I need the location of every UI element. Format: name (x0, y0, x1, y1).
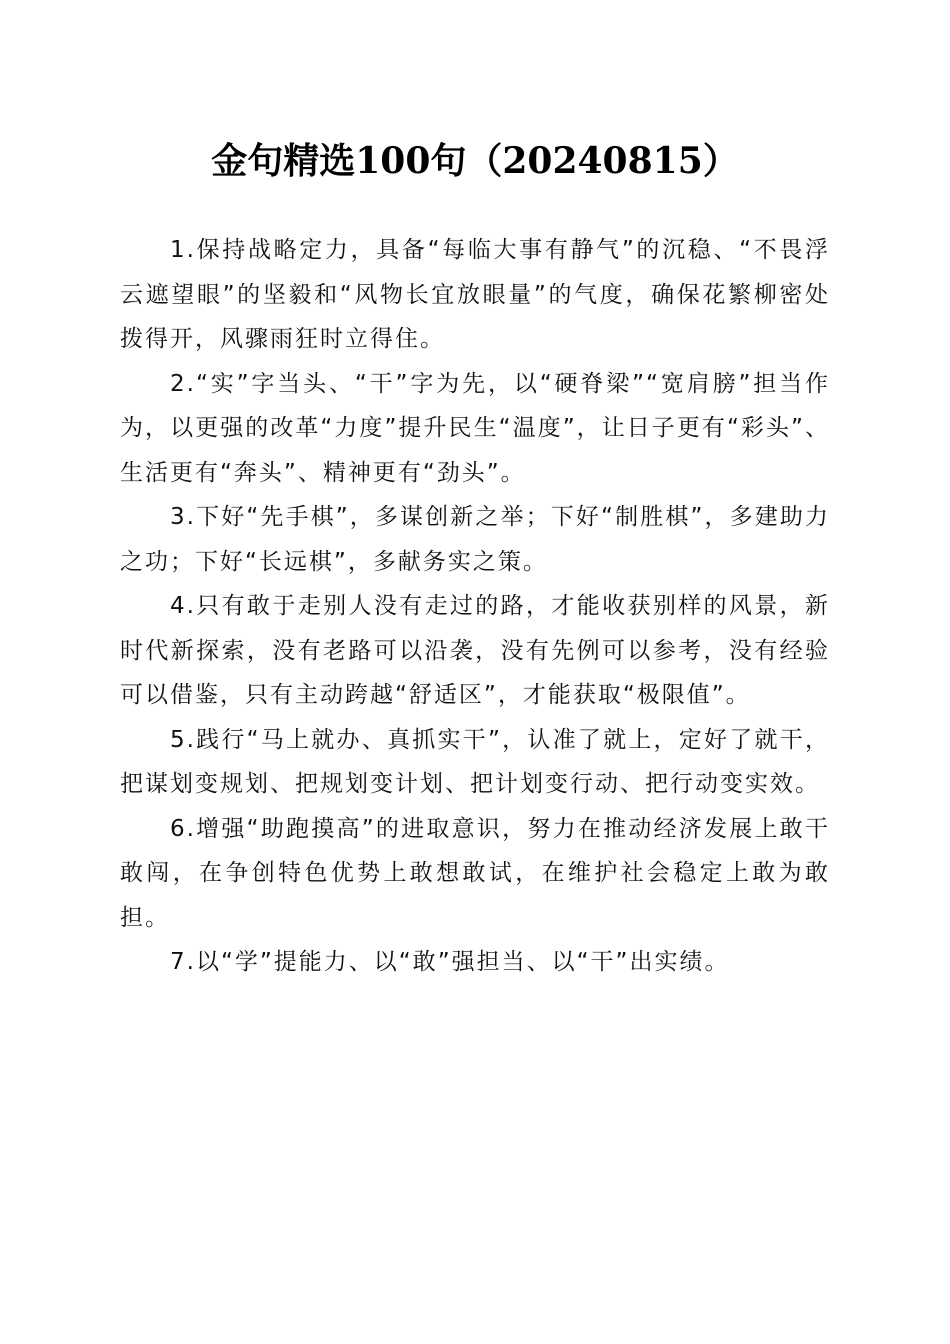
document-title: 金句精选100句（20240815） (211, 140, 739, 182)
paragraph-4: 4.只有敢于走别人没有走过的路，才能收获别样的风景，新时代新探索，没有老路可以沿袭，没有先例可以参考，没有经验可以借鉴，只有主动跨越“舒适区”，才能获取“极限值”。 (120, 593, 830, 708)
paragraph-2: 2.“实”字当头、“干”字为先，以“硬脊梁”“宽肩膀”担当作为，以更强的改革“力度”提升民生“温度”，让日子更有“彩头”、生活更有“奔头”、精神更有“劲头”。 (120, 370, 830, 486)
document-body (120, 228, 830, 985)
paragraph-6: 6.增强“助跑摸高”的进取意识，努力在推动经济发展上敢干敢闯，在争创特色优势上敢想敢试，在维护社会稳定上敢为敢担。 (120, 815, 830, 931)
paragraph-7: 7.以“学”提能力、以“敢”强担当、以“干”出实绩。 (170, 949, 730, 975)
paragraph-3: 3.下好“先手棋”，多谋创新之举；下好“制胜棋”，多建助力之功；下好“长远棋”，多献务实之策。 (120, 504, 830, 575)
paragraph-1: 1.保持战略定力，具备“每临大事有静气”的沉稳、“不畏浮云遮望眼”的坚毅和“风物长宜放眼量”的气度，确保花繁柳密处拨得开，风骤雨狂时立得住。 (120, 237, 830, 352)
paragraph-5: 5.践行“马上就办、真抓实干”，认准了就上，定好了就干，把谋划变规划、把规划变计划、把计划变行动、把行动变实效。 (120, 726, 830, 797)
